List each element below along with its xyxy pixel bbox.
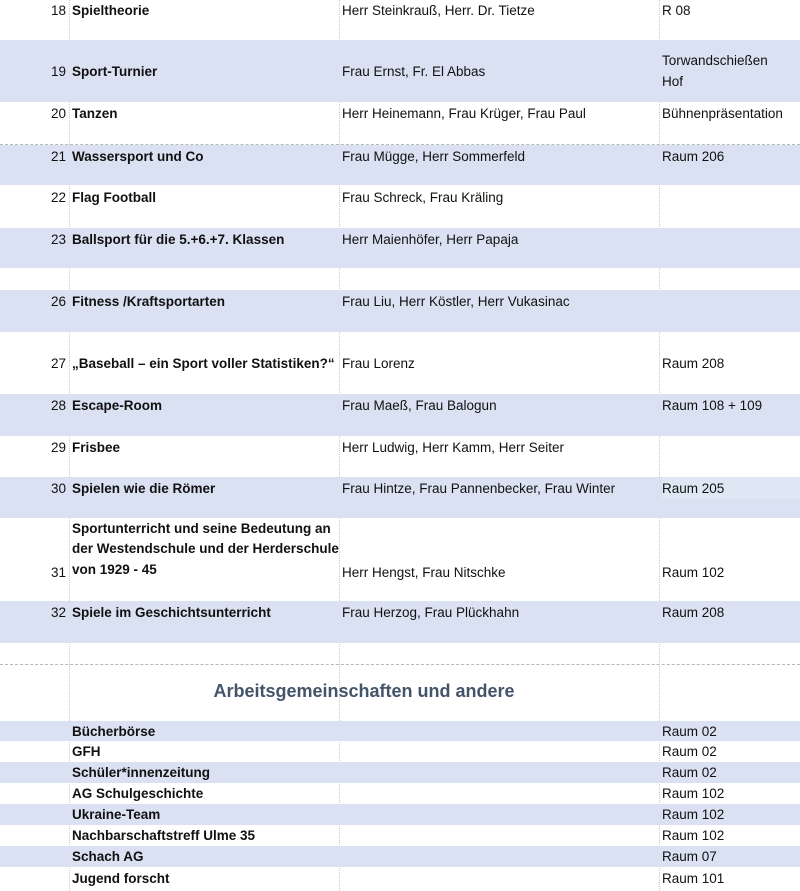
table-row <box>0 352 800 374</box>
activity-teachers: Frau Hintze, Frau Pannenbecker, Frau Winter <box>342 480 616 496</box>
activity-number: 30 <box>50 480 66 496</box>
activity-teachers: Herr Ludwig, Herr Kamm, Herr Seiter <box>342 439 565 455</box>
group-room: Raum 102 <box>662 786 725 801</box>
activity-title: Spielen wie die Römer <box>72 480 216 496</box>
table-row <box>0 186 800 208</box>
table-row <box>0 477 800 518</box>
activity-number: 20 <box>50 105 66 121</box>
activity-title: Spieltheorie <box>72 2 150 18</box>
activity-room: Bühnenpräsentation <box>662 105 783 121</box>
table-row <box>0 867 800 889</box>
activity-title: Sport-Turnier <box>72 63 158 79</box>
table-row <box>0 783 800 804</box>
activity-room <box>662 290 800 312</box>
group-title: Schüler*innenzeitung <box>72 765 211 780</box>
activity-room: Raum 205 <box>662 477 800 499</box>
table-row <box>0 436 800 458</box>
group-room: Raum 07 <box>662 849 717 864</box>
table-row <box>0 721 800 741</box>
activity-title: Sportunterricht und seine Bedeutung an der Westendschule und der Herderschule von 1929 - 45 <box>72 520 339 577</box>
activity-title: Tanzen <box>72 105 118 121</box>
activity-number: 22 <box>50 189 66 205</box>
activity-number: 31 <box>50 565 66 580</box>
table-row <box>0 228 800 268</box>
table-row <box>0 825 800 846</box>
table-row <box>0 518 800 582</box>
activity-room <box>662 436 800 458</box>
activity-room: Raum 108 + 109 <box>662 397 763 413</box>
activity-teachers: Frau Liu, Herr Köstler, Herr Vukasinac <box>342 293 570 309</box>
group-title: Jugend forscht <box>72 870 170 886</box>
table-row <box>0 40 800 102</box>
group-title: Bücherbörse <box>72 723 156 739</box>
activity-number: 23 <box>50 231 66 247</box>
table-row <box>0 145 800 185</box>
group-room: Raum 02 <box>662 723 717 739</box>
activity-title: Spiele im Geschichtsunterricht <box>72 604 271 620</box>
activity-room <box>662 186 800 208</box>
table-row <box>0 0 800 20</box>
activity-number: 19 <box>50 63 66 79</box>
table-row <box>0 290 800 332</box>
activity-teachers: Herr Maienhöfer, Herr Papaja <box>342 231 519 247</box>
group-title: GFH <box>72 744 101 759</box>
activity-title: Frisbee <box>72 439 121 455</box>
group-title: Schach AG <box>72 849 144 864</box>
activity-title: „Baseball – ein Sport voller Statistiken?“ <box>72 355 335 371</box>
group-title: AG Schulgeschichte <box>72 786 204 801</box>
activity-number: 29 <box>50 439 66 455</box>
activity-title: Wassersport und Co <box>72 148 204 164</box>
activity-number: 32 <box>50 604 66 620</box>
activity-teachers: Herr Hengst, Frau Nitschke <box>342 565 506 580</box>
activity-title: Flag Football <box>72 189 156 205</box>
activity-teachers: Herr Steinkrauß, Herr. Dr. Tietze <box>342 2 535 18</box>
activity-number: 26 <box>50 293 66 309</box>
table-row <box>0 102 800 124</box>
activity-room: Torwandschießen Hof <box>662 53 768 89</box>
activity-title: Escape-Room <box>72 397 163 413</box>
table-row <box>0 741 800 762</box>
table-row <box>0 804 800 825</box>
activity-number: 28 <box>50 397 66 413</box>
activity-teachers: Frau Mügge, Herr Sommerfeld <box>342 148 526 164</box>
activity-room: R 08 <box>662 2 691 18</box>
activity-room <box>662 228 800 250</box>
activity-teachers: Frau Maeß, Frau Balogun <box>342 397 497 413</box>
activity-room: Raum 206 <box>662 148 725 164</box>
page-break-line <box>0 664 800 665</box>
group-room: Raum 102 <box>662 828 725 843</box>
activity-teachers: Frau Schreck, Frau Kräling <box>342 189 504 205</box>
group-title: Ukraine-Team <box>72 807 161 822</box>
activity-room: Raum 208 <box>662 604 725 620</box>
table-row <box>0 762 800 783</box>
table-row <box>0 601 800 643</box>
activity-teachers: Frau Ernst, Fr. El Abbas <box>342 63 486 79</box>
activity-teachers: Frau Lorenz <box>342 355 415 371</box>
group-room: Raum 102 <box>662 807 725 822</box>
group-room: Raum 02 <box>662 765 717 780</box>
section-title: Arbeitsgemeinschaften und andere <box>213 680 515 701</box>
activity-number: 27 <box>50 355 66 371</box>
table-row <box>0 394 800 436</box>
group-title: Nachbarschaftstreff Ulme 35 <box>72 828 256 843</box>
activity-room: Raum 102 <box>662 565 725 580</box>
group-room: Raum 101 <box>662 870 725 886</box>
activity-title: Ballsport für die 5.+6.+7. Klassen <box>72 231 285 247</box>
activity-teachers: Frau Herzog, Frau Plückhahn <box>342 604 520 620</box>
activity-number: 18 <box>50 2 66 18</box>
activity-title: Fitness /Kraftsportarten <box>72 293 226 309</box>
group-room: Raum 02 <box>662 744 717 759</box>
table-row <box>0 846 800 867</box>
activity-teachers: Herr Heinemann, Frau Krüger, Frau Paul <box>342 105 586 121</box>
activity-room: Raum 208 <box>662 355 725 371</box>
activity-number: 21 <box>50 148 66 164</box>
